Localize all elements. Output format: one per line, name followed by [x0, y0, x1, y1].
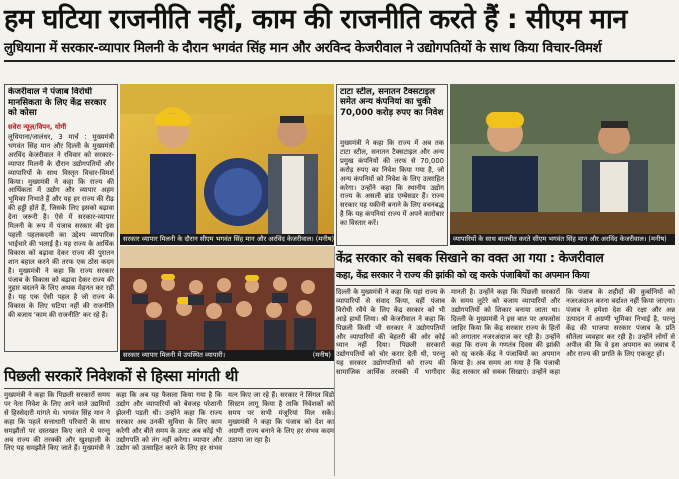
photo3-caption	[120, 350, 334, 361]
audience-photo-illustration	[120, 246, 334, 350]
photo-traders-audience	[120, 246, 334, 350]
photo1-caption: सरकार व्यापार मिलनी के दौरान सीएम भगवंत सिंह मान और अरविंद केजरीवाल। (मनीष)	[120, 234, 334, 245]
main-headline: हम घटिया राजनीति नहीं, काम की राजनीति करते हैं : सीएम मान	[4, 4, 627, 35]
bottom-headline: पिछली सरकारें निवेशकों से हिस्सा मांगती थी	[4, 367, 238, 385]
left-story-box	[4, 84, 118, 352]
kejriwal-headline: केंद्र सरकार को सबक सिखाने का वक्त आ गया : केजरीवाल	[336, 250, 604, 265]
left-top-strip	[4, 64, 118, 82]
photo3-caption-text: सरकार व्यापार मिलनी में उपस्थित व्यापारी।	[123, 351, 226, 359]
left-story-title: केजरीवाल ने पंजाब विरोधी मानसिकता के लिए केंद्र सरकार को कोसा	[8, 87, 107, 118]
stage-photo-illustration	[120, 84, 334, 234]
column-divider	[334, 246, 335, 476]
bottom-story-body: मुख्यमंत्री ने कहा कि पिछली सरकारों समय पर नेता निवेश के लिए आने वाले उद्यमियों से हिस्सेदारी मांगते थे। भगवंत सिंह मान ने कहा कि पहले सत्ताधारी परिवारों के साथ समझौतों पर दस्तखत किए जाते थे परन्तु अब राज्य की तरक्की और खुशहाली के लिए यह समझौते किए जाते हैं। मुख्यमंत्री ने कहा कि अब यह फैसला किया गया है कि उद्योग और व्यापारियों को बेवजह परेशानी झेलनी पड़ती थी। उन्होंने कहा कि राज्य सरकार अब उनकी सुविधा के लिए काम करेगी और बीते समय के उलट अब कोई भी उद्योगपति को तंग नहीं करेगा। व्यापार और उद्योग को उत्साहित करने के लिए हर संभव यत्न किए जा रहे हैं। सरकार ने सिंगल विंडो सिस्टम लागू किया है ताकि निवेशकों को समय पर सभी मंजूरियां मिल सकें। मुख्यमंत्री ने कहा कि पंजाब को देश का अग्रणी राज्य बनाने के लिए हर संभव कदम उठाया जा रहा है।	[4, 391, 334, 453]
photo-mann-kejriwal-stage	[120, 84, 334, 234]
traders-photo-illustration	[450, 84, 675, 234]
bottom-rule	[4, 388, 334, 389]
kejriwal-rule	[336, 285, 675, 286]
headline-rule	[4, 60, 675, 62]
left-story-body: लुधियाना/जालंधर, 3 मार्च : मुख्यमंत्री भगवंत सिंह मान और दिल्ली के मुख्यमंत्री अरविंद केजरीवाल ने रविवार को सरकार-व्यापार मिलनी के दौरान उद्योगपतियों और व्यापारियों के साथ विस्तृत विचार-विमर्श किया। मुख्यमंत्री ने कहा कि राज्य की आर्थिकता में उद्योग और व्यापार अहम भूमिका निभाते हैं और यह हर राज्य की रीढ़ की हड्डी होते हैं, जिसके लिए इसको बढ़ावा देना जरूरी है। ऐसे में सरकार-व्यापार मिलनी के रूप में पंजाब सरकार की इस पहली पहलकदमी का उद्देश्य व्यापारिक भाईचारे की भलाई है। यह राज्य के आर्थिक विकास को बढ़ावा देकर राज्य की पुरातन शान बहाल करने की तरफ एक ठोस कदम है। मुख्यमंत्री ने कहा कि राज्य सरकार पंजाब के विकास को बढ़ावा देकर राज्य की नुहार बदलने के लिए अथक मेहनत कर रही है। यह एक ऐसी पहल है जो राज्य के विकास के लिए घटिया नहीं की राजनीति की बजाय 'काम की राजनीति' कर रहे हैं।	[8, 133, 114, 320]
photo2-caption: व्यापारियों के साथ बातचीत करते सीएम भगवंत सिंह मान और अरविंद केजरीवाल। (मनीष)	[450, 234, 675, 245]
mid-story-box	[336, 84, 448, 246]
mid-story-title: टाटा स्टील, सनातन टैक्सटाइल समेत अन्य कंपनियां का चुकी 70,000 करोड़ रुपए का निवेश	[340, 87, 444, 118]
photo-mann-kejriwal-traders	[450, 84, 675, 234]
mid-story-body: मुख्यमंत्री ने कहा कि राज्य में अब तक टाटा स्टील, सनातन टैक्सटाइल और अन्य प्रमुख कंपनियों की तरफ से 70,000 करोड़ रुपए का निवेश किया गया है, जो अन्य कंपनियों को निवेश के लिए उत्साहित करेगा। उन्होंने कहा कि स्थानीय उद्योग राज्य के असली ब्रांड एम्बेसडर हैं। राज्य सरकार यह यकीनी बनाने के लिए वचनबद्ध है कि यह कंपनियां राज्य में अपने कारोबार का विस्तार करें।	[340, 139, 444, 228]
kejriwal-story-body: दिल्ली के मुख्यमंत्री ने कहा कि यहां राज्य के व्यापारियों से संवाद किया, वहीं पंजाब विरोधी रवैये के लिए केंद्र सरकार को भी आड़े हाथों लिया। श्री केजरीवाल ने कहा कि पिछली किसी भी सरकार ने उद्योगपतियों और व्यापारियों की बेहतरी की ओर कोई ध्यान नहीं दिया। पिछली सरकारों उद्योगपतियों को चोर करार देती थी, परन्तु यह सरकार उद्योगपतियों को राज्य की सामाजिक आर्थिक तरक्की में भागीदार मानती है। उन्होंने कहा कि पिछली सरकारों के समय लुटेरे को बजाय व्यापारियों और उद्योगपतियों को शिकार बनाया जाता था। दिल्ली के मुख्यमंत्री ने इस बात पर अफसोस जाहिर किया कि केंद्र सरकार राज्य के हितों को लगातार नजरअंदाज कर रही है। उन्होंने कहा कि राज्य के गणतंत्र दिवस की झांकी को रद्द करके केंद्र ने पंजाबियों का अपमान किया है। अब समय आ गया है कि पंजाबी केंद्र सरकार को सबक सिखाएं। उन्होंने कहा कि पंजाब के शहीदों की कुर्बानियों को नजरअंदाज करना बर्दाश्त नहीं किया जाएगा। पंजाब ने हमेशा देश की रक्षा और अन्न उत्पादन में अग्रणी भूमिका निभाई है, परन्तु केंद्र की भाजपा सरकार पंजाब के प्रति सौतेला व्यवहार कर रही है। उन्होंने लोगों से अपील की कि वे इस अपमान का जवाब दें और राज्य की प्रगति के लिए एकजुट हों।	[336, 288, 675, 377]
sub-headline: लुधियाना में सरकार-व्यापार मिलनी के दौरान भगवंत सिंह मान और अरविन्द केजरीवाल ने उद्योगपतियों के साथ किया विचार-विमर्श	[4, 41, 602, 56]
left-story-dateline: सवेरा न्यूज़/विपन, योगी	[8, 123, 67, 131]
kejriwal-subhead: कहा, केंद्र सरकार ने राज्य की झांकी को रद्द करके पंजाबियों का अपमान किया	[336, 270, 590, 281]
photo3-credit: (मनीष)	[312, 351, 331, 359]
